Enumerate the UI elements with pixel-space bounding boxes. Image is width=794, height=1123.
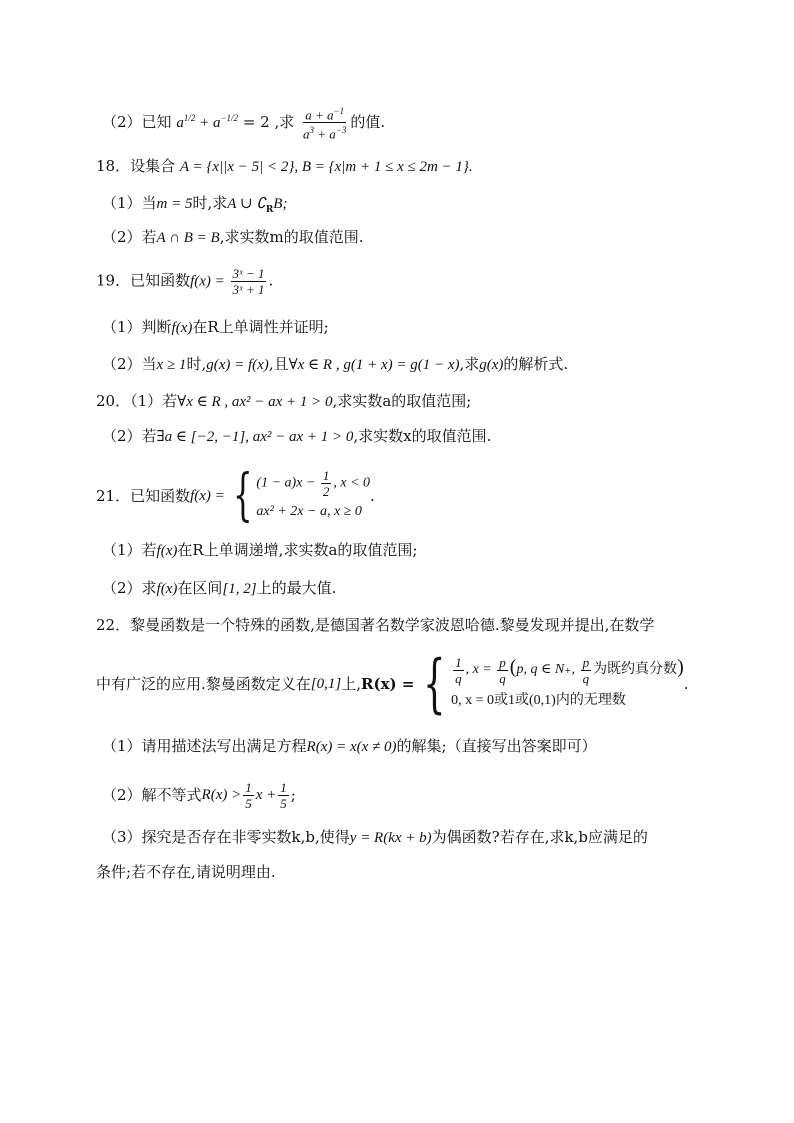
q17-condition: $a^{1/2} + a^{-1/2}$ <box>176 112 239 131</box>
q18-part1-end: B; <box>273 196 288 212</box>
q19-denominator: 3ˣ + 1 <box>232 282 265 297</box>
q20-part1-math: ∀x ∈ R , ax² − ax + 1 > 0 <box>177 394 333 410</box>
q22-part3-tail: 为偶函数?若存在,求k,b应满足的 <box>431 828 648 846</box>
q21-label: 21．已知函数 <box>96 487 191 505</box>
q22-case1-num: 1 <box>455 654 462 670</box>
q19-part1-math: f(x) <box>171 320 193 336</box>
q22-part3-math: y = R(kx + b) <box>349 830 432 846</box>
q20-part2-math: ∃a ∈ [−2, −1], ax² − ax + 1 > 0 <box>156 429 354 445</box>
q21-case1-cond: , x < 0 <box>333 475 371 491</box>
q19-f: f(x) = <box>190 273 229 290</box>
q21-part2-label: （2）求 <box>102 579 157 597</box>
q19-part1-label: （1）判断 <box>102 318 172 336</box>
q18-part2-tail: ,求实数m的取值范围. <box>219 228 364 246</box>
q22-part2: （2）解不等式 R(x) > $\frac{1}{5}$ x + $\frac{1}{5}$ ; <box>102 779 296 811</box>
q21-case2: ax² + 2x − a, x ≥ 0 <box>256 503 362 519</box>
q22-case1-text: 为既约真分数 <box>593 662 678 678</box>
q21-part2-mid: 在区间 <box>177 579 223 597</box>
q18-stem <box>96 155 473 178</box>
q19-part2-mid: 时, <box>186 355 207 373</box>
q18-part1-math: m = 5 <box>156 196 193 212</box>
q18-part1-sub: R <box>265 205 274 215</box>
q19-part2-math2: g(x) = f(x) <box>206 357 269 373</box>
q22-line1: 22．黎曼函数是一个特殊的函数,是德国著名数学家波恩哈德.黎曼发现并提出,在数学 <box>96 616 655 634</box>
q22-part1 <box>102 735 597 758</box>
q19-part2-math3: ∀x ∈ R , g(1 + x) = g(1 − x) <box>288 357 460 373</box>
q18-part1-label: （1）当 <box>102 194 157 212</box>
q17-part2-label: （2）已知 <box>102 112 172 131</box>
q22-part3-label: （3）探究是否存在非零实数k,b,使得 <box>102 828 350 846</box>
q21-stem: 21．已知函数 f(x) = { (1 − a)x − $\frac{1}{2}$ , x < 0 ax² + 2x − a, x ≥ 0 . <box>96 463 375 528</box>
q18-part1 <box>102 192 287 221</box>
q19-part2-mid2: ,且 <box>268 355 289 373</box>
q22-line2-math: [0,1] <box>310 676 342 692</box>
q18-set-b: , B = {x|m + 1 ≤ x ≤ 2m − 1}. <box>294 159 473 175</box>
q21-case1-den: 2 <box>322 483 330 499</box>
q19-part1 <box>102 316 329 339</box>
q20-part2-label: （2）若 <box>102 427 157 445</box>
q22-part2-frac2-den: 5 <box>280 795 287 811</box>
q22-brace: { <box>423 647 446 721</box>
q22-riemann-function: R(x) = <box>361 675 415 693</box>
q22-part2-math: R(x) > <box>201 787 242 803</box>
q22-part2-label: （2）解不等式 <box>102 786 202 804</box>
q21-part2-math: f(x) <box>156 581 178 597</box>
q22-line2-mid: 上, <box>341 675 361 693</box>
q20-part1-label: 20．（1）若 <box>96 392 178 410</box>
q22-case1-den: q <box>455 670 462 686</box>
q20-part2 <box>102 425 491 448</box>
q19-part2-math4: g(x) <box>479 357 504 373</box>
q18-part1-tail: 时,求 <box>192 194 228 212</box>
q22-case1-pnum: p <box>499 654 506 670</box>
q18-part2-math: A ∩ B = B <box>156 230 220 246</box>
q18-part1-expr: A ∪ ∁ <box>227 196 266 212</box>
q22-case1-x: , x = <box>465 662 496 678</box>
q21-case1 <box>256 468 370 499</box>
q22-case1-pden2: q <box>582 670 590 686</box>
q21-part1-math: f(x) <box>156 543 178 559</box>
q22-part3-line2: 条件;若不存在,请说明理由. <box>96 863 276 881</box>
q22-part2-frac1-num: 1 <box>245 779 252 795</box>
q21-case1-expr: (1 − a)x − <box>256 475 319 491</box>
q22-line2: 中有广泛的应用.黎曼函数定义在 [0,1] 上, R(x) = { $\frac{1}{q}$ , x = $\frac{p}{q}$ (p, q ∈ N₊, $\frac{p}{q}$ 为既约真分数) 0, x = 0或1或(0,1)内的无理数 . <box>96 647 689 721</box>
q22-case1-paren: p, q ∈ N₊, <box>516 662 579 678</box>
q17-ask-tail: 的值. <box>350 112 386 131</box>
q21-part1-label: （1）若 <box>102 541 157 559</box>
q22-part2-frac2-num: 1 <box>280 779 287 795</box>
q22-case2: 0, x = 0或1或(0,1)内的无理数 <box>451 692 626 708</box>
q22-part3 <box>102 826 648 849</box>
q22-piecewise <box>414 647 684 721</box>
q19-part2-tail: ,求 <box>459 355 480 373</box>
q19-stem: 19．已知函数f(x) = $\frac{\text{3ˣ − 1}}{\text{3ˣ + 1}}$ . <box>96 266 274 297</box>
q19-part1-tail: 在R上单调性并证明; <box>192 318 329 336</box>
q22-line2-text: 中有广泛的应用.黎曼函数定义在 <box>96 675 311 693</box>
q22-part1-math: R(x) = x(x ≠ 0) <box>306 739 397 755</box>
q19-part2 <box>102 353 568 376</box>
q18-set-a: A = {x||x − 5| < 2} <box>179 159 295 175</box>
q22-part2-frac1-den: 5 <box>245 795 252 811</box>
q21-part2-math2: [1, 2] <box>222 581 257 597</box>
q19-fraction <box>231 266 267 297</box>
q21-part1 <box>102 539 417 562</box>
q18-part2-label: （2）若 <box>102 228 157 246</box>
q19-part2-end: 的解析式. <box>503 355 569 373</box>
q17-part2 <box>102 104 385 142</box>
q21-part1-tail: 在R上单调递增,求实数a的取值范围; <box>177 541 418 559</box>
q22-part2-x: x + <box>255 787 277 803</box>
q21-part2 <box>102 577 336 600</box>
q17-condition-tail: = 2 ,求 <box>238 112 295 131</box>
q19-label: 19．已知函数 <box>96 271 191 290</box>
q22-case1-pden: q <box>499 670 506 686</box>
q21-f: f(x) = <box>190 488 225 504</box>
q19-part2-label: （2）当 <box>102 355 157 373</box>
q22-part1-tail: 的解集;（直接写出答案即可） <box>396 737 597 755</box>
q22-part1-label: （1）请用描述法写出满足方程 <box>102 737 307 755</box>
q20-part1-tail: ,求实数a的取值范围; <box>332 392 472 410</box>
q17-fraction: $\frac{a + a^{-1}}{a^3 + a^{-3}}$ <box>303 106 347 142</box>
q21-part2-tail: 上的最大值. <box>256 579 337 597</box>
q21-case1-num: 1 <box>322 467 330 483</box>
q20-part1 <box>96 390 471 413</box>
q20-part2-tail: ,求实数x的取值范围. <box>353 427 492 445</box>
q22-case1-pnum2: p <box>582 654 590 670</box>
q21-brace: { <box>232 463 253 528</box>
q19-part2-math: x ≥ 1 <box>156 357 187 373</box>
q18-part2 <box>102 226 363 249</box>
q18-label: 18．设集合 <box>96 157 176 175</box>
q19-numerator: 3ˣ − 1 <box>232 266 265 281</box>
q22-case1: $\frac{1}{q}$ , x = $\frac{p}{q}$ (p, q ∈ N₊, $\frac{p}{q}$ 为既约真分数) <box>455 654 684 686</box>
